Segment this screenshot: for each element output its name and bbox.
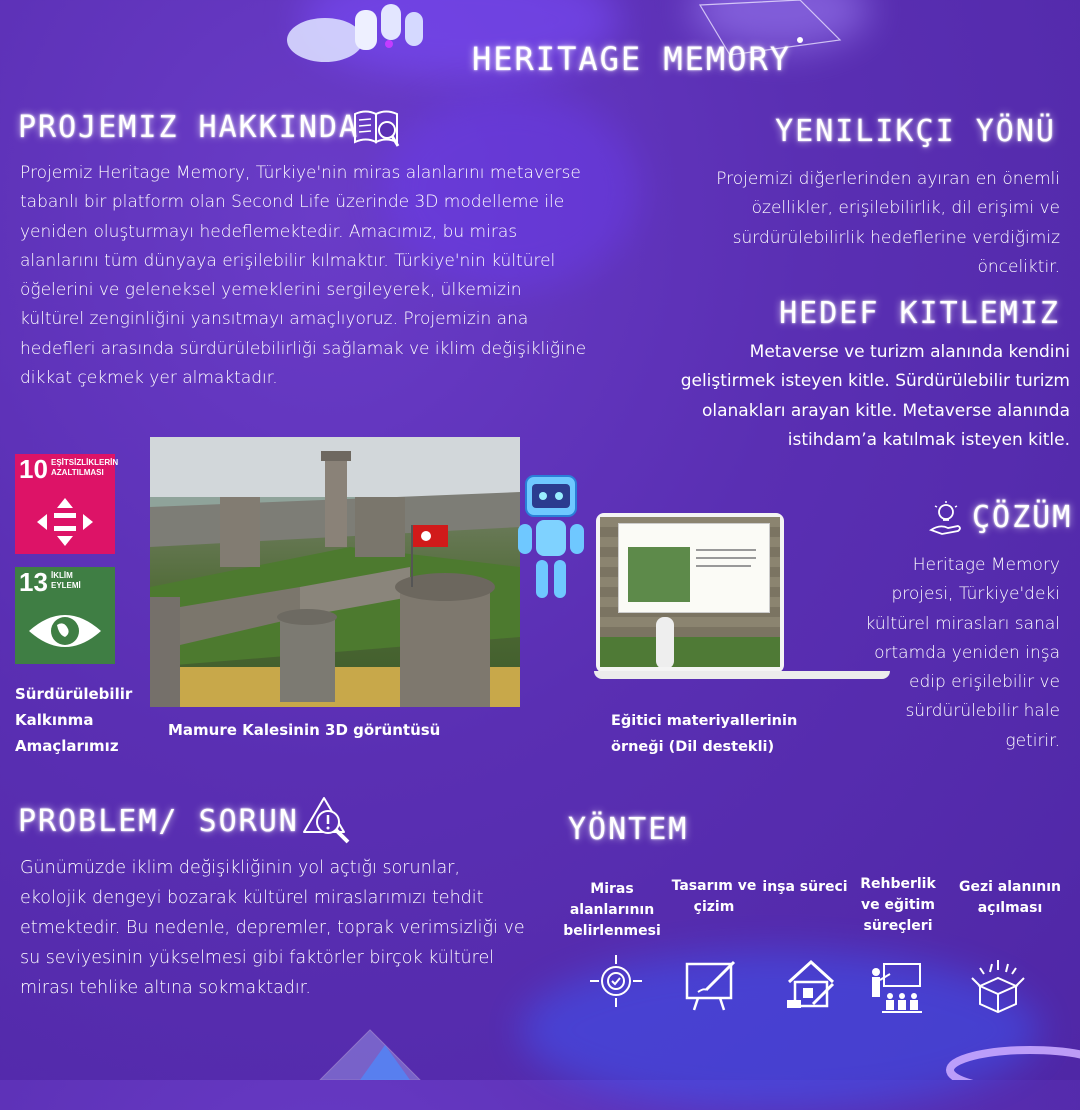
sdg-caption: Sürdürülebilir Kalkınma Amaçlarımız [15, 685, 133, 755]
target-icon [588, 953, 644, 1009]
innovation-text: Projemizi diğerlerinden ayıran en önemli özellikler, erişilebilirlik, dil erişimi ve sürdürülebilirlik hedeflerine verdiğimiz öncelikti̇r. [716, 169, 1060, 277]
eye-globe-icon [27, 607, 103, 655]
audience-heading: HEDEF KITLEMIZ [779, 296, 1060, 331]
castle-caption: Mamure Kalesinin 3D görüntüsü [168, 721, 441, 739]
opening-box-icon [970, 958, 1026, 1014]
lightbulb-hand-icon [928, 500, 964, 540]
robot-hand-decoration [285, 0, 455, 70]
solution-heading: ÇÖZÜM [972, 500, 1073, 535]
solution-text: Heritage Memory projesi, Türkiye'deki kültürel mirasları sanal ortamda yeniden inşa edip erişilebilir ve sürdürülebilir hale getirir. [865, 555, 1060, 751]
sdg-10-title: EŞİTSİZLİKLERİN AZALTILMASI [51, 458, 119, 477]
problem-heading: PROBLEM/ SORUN [18, 804, 299, 839]
innovation-heading: YENILIKÇI YÖNÜ [775, 114, 1056, 149]
construction-house-icon [783, 956, 839, 1012]
method-step-2-label: Tasarım ve çizim [671, 878, 757, 915]
book-magnifier-icon [352, 106, 402, 152]
sdg-13-number: 13 [19, 567, 48, 597]
drawing-board-icon [684, 958, 740, 1014]
sdg-10-number: 10 [19, 454, 48, 484]
prism-decoration [300, 1025, 440, 1080]
teacher-class-icon [868, 960, 924, 1016]
method-step-1-label: Miras alanlarının belirlenmesi [563, 881, 661, 939]
warning-magnifier-icon [302, 796, 354, 848]
about-heading: PROJEMIZ HAKKINDA [18, 110, 360, 145]
ring-decoration [940, 1030, 1080, 1080]
audience-text: Metaverse ve turizm alanında kendini geliştirmek isteyen kitle. Sürdürülebilir turizm olanakları arayan kitle. Metaverse alanında istihdam’a katılmak isteyen kitle. [680, 342, 1070, 450]
page-title: HERITAGE MEMORY [472, 40, 791, 78]
equality-arrows-icon [35, 496, 95, 548]
method-step-3-label: inşa süreci [762, 879, 848, 895]
sdg-13-title: İKLİM EYLEMİ [51, 571, 81, 590]
sdg-10-badge [15, 454, 119, 554]
method-step-5-label: Gezi alanının açılması [959, 879, 1061, 916]
sdg-13-badge [15, 567, 115, 664]
material-caption: Eğitici materiyallerinin örneği (Dil destekli) [611, 713, 798, 755]
about-text: Projemiz Heritage Memory, Türkiye'nin miras alanlarını metaverse tabanlı bir platform olan Second Life üzerinde 3D modelleme ile yeniden oluşturmayı hedeflemektedir. Amacımız, bu miras alanlarını tüm dünyaya erişilebilir kılmaktır. Türkiye'nin kültürel öğelerini ve geleneksel yemeklerini sergileyerek, ülkemizin kültürel zenginliğini yansıtmayı amaçlıyoruz. Projemizin ana hedefleri arasında sürdürülebilirliği sağlamak ve iklim değişikliğine dikkat çekmek yer almaktadır. [20, 163, 587, 389]
method-step-4-label: Rehberlik ve eğitim süreçleri [860, 876, 936, 934]
castle-3d-image [150, 437, 520, 707]
problem-text: Günümüzde iklim değişikliğinin yol açtığı sorunlar, ekolojik dengeyi bozarak kültürel miraslarımızı tehdit etmektedir. Bu nedenle, depremler, toprak verimsizliği ve su seviyesinin yükselmesi gibi faktörler birçok kültürel mirası tehlike altına sokmaktadır. [20, 858, 525, 998]
laptop-material-image [596, 513, 786, 680]
method-heading: YÖNTEM [568, 812, 689, 847]
robot-illustration [518, 472, 586, 604]
